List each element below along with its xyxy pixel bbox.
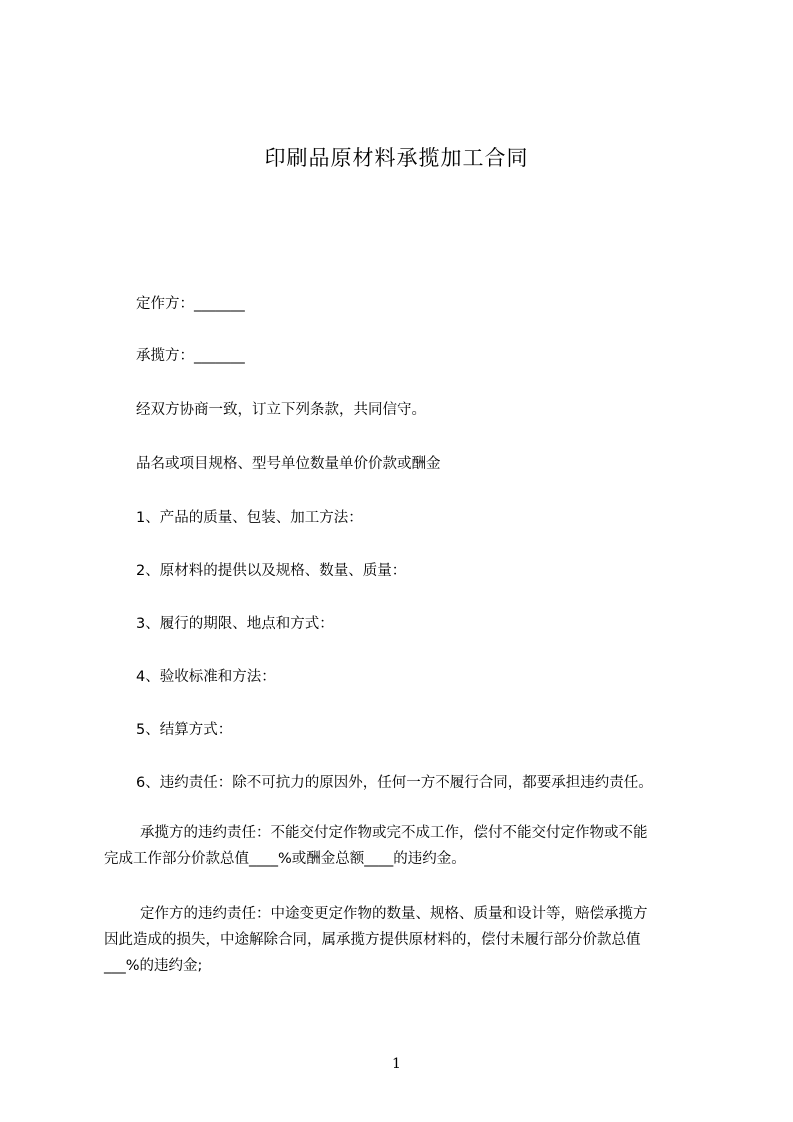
contractor-party-line: 承揽方：_______ (136, 348, 245, 364)
orderer-liability-line-3: ___%的违约金; (104, 958, 203, 974)
clause-6: 6、违约责任：除不可抗力的原因外，任何一方不履行合同，都要承担违约责任。 (136, 775, 653, 791)
orderer-liability-paragraph (104, 901, 648, 979)
clause-5: 5、结算方式： (136, 722, 233, 738)
clause-4: 4、验收标准和方法： (136, 669, 276, 685)
orderer-liability-line-1: 定作方的违约责任：中途变更定作物的数量、规格、质量和设计等，赔偿承揽方 (140, 906, 648, 922)
contractor-liability-line-1: 承揽方的违约责任：不能交付定作物或完不成工作，偿付不能交付定作物或不能 (140, 825, 648, 841)
item-spec-header: 品名或项目规格、型号单位数量单价价款或酬金 (136, 456, 441, 472)
document-title: 印刷品原材料承揽加工合同 (264, 146, 529, 170)
contractor-liability-line-2: 完成工作部分价款总值____%或酬金总额____的违约金。 (104, 851, 466, 867)
agreement-statement: 经双方协商一致，订立下列条款，共同信守。 (136, 402, 426, 418)
contractor-liability-paragraph (104, 820, 648, 872)
clause-2: 2、原材料的提供以及规格、数量、质量： (136, 563, 407, 579)
page-number: 1 (392, 1056, 401, 1072)
orderer-liability-line-2: 因此造成的损失，中途解除合同，属承揽方提供原材料的，偿付未履行部分价款总值 (104, 932, 641, 948)
clause-3: 3、履行的期限、地点和方式： (136, 616, 334, 632)
orderer-party-line: 定作方：_______ (136, 296, 245, 312)
clause-1: 1、产品的质量、包装、加工方法： (136, 510, 363, 526)
